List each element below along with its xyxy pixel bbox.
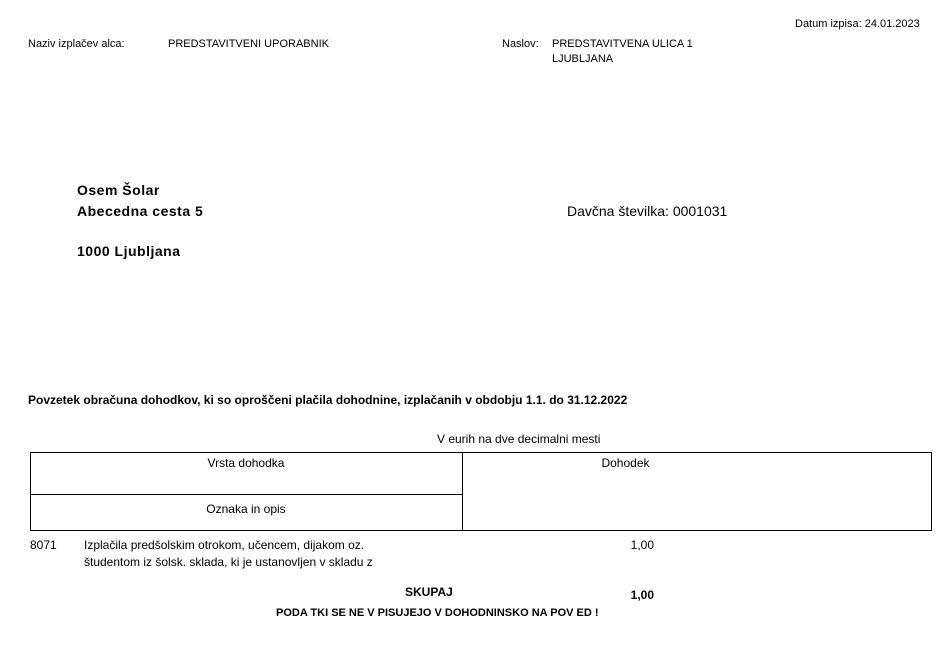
address-line-1: PREDSTAVITVENA ULICA 1 — [552, 38, 693, 50]
payer-label: Naziv izplačev alca: — [28, 38, 125, 50]
col-income: Dohodek — [601, 456, 650, 470]
recipient-street: Abecedna cesta 5 — [77, 203, 204, 219]
print-date-label: Datum izpisa: — [795, 18, 862, 30]
income-code: 8071 — [30, 538, 57, 552]
report-title: Povzetek obračuna dohodkov, ki so oproščeni plačila dohodnine, izplačanih v obdobju 1.1. do 31.12.2022 — [28, 393, 628, 407]
footer-note: PODA TKI SE NE V PISUJEJO V DOHODNINSKO NA POV ED ! — [276, 607, 599, 619]
income-desc-line-1: Izplačila predšolskim otrokom, učencem, dijakom oz. — [84, 538, 365, 552]
address-line-2: LJUBLJANA — [552, 53, 614, 65]
income-desc-line-2: študentom iz šolsk. sklada, ki je ustanovljen v skladu z — [84, 555, 373, 569]
table-border-top — [30, 452, 932, 453]
print-date — [795, 18, 920, 30]
total-value: 1,00 — [630, 588, 654, 602]
table-border-right — [931, 452, 932, 531]
address-label: Naslov: — [502, 38, 539, 50]
print-date-value: 24.01.2023 — [864, 18, 920, 30]
recipient-city: 1000 Ljubljana — [77, 243, 181, 259]
tax-number-label: Davčna številka: — [567, 203, 669, 219]
income-amount: 1,00 — [630, 538, 654, 552]
col-income-type: Vrsta dohodka — [207, 456, 285, 470]
col-code-desc: Oznaka in opis — [206, 502, 286, 516]
total-label: SKUPAJ — [405, 585, 453, 599]
tax-number — [567, 203, 727, 219]
recipient-name: Osem Šolar — [77, 182, 160, 198]
payer-value: PREDSTAVITVENI UPORABNIK — [168, 38, 329, 50]
table-header-divider — [30, 494, 462, 495]
currency-note: V eurih na dve decimalni mesti — [437, 432, 601, 446]
tax-number-value: 0001031 — [672, 203, 728, 219]
table-border-bottom — [30, 530, 932, 531]
